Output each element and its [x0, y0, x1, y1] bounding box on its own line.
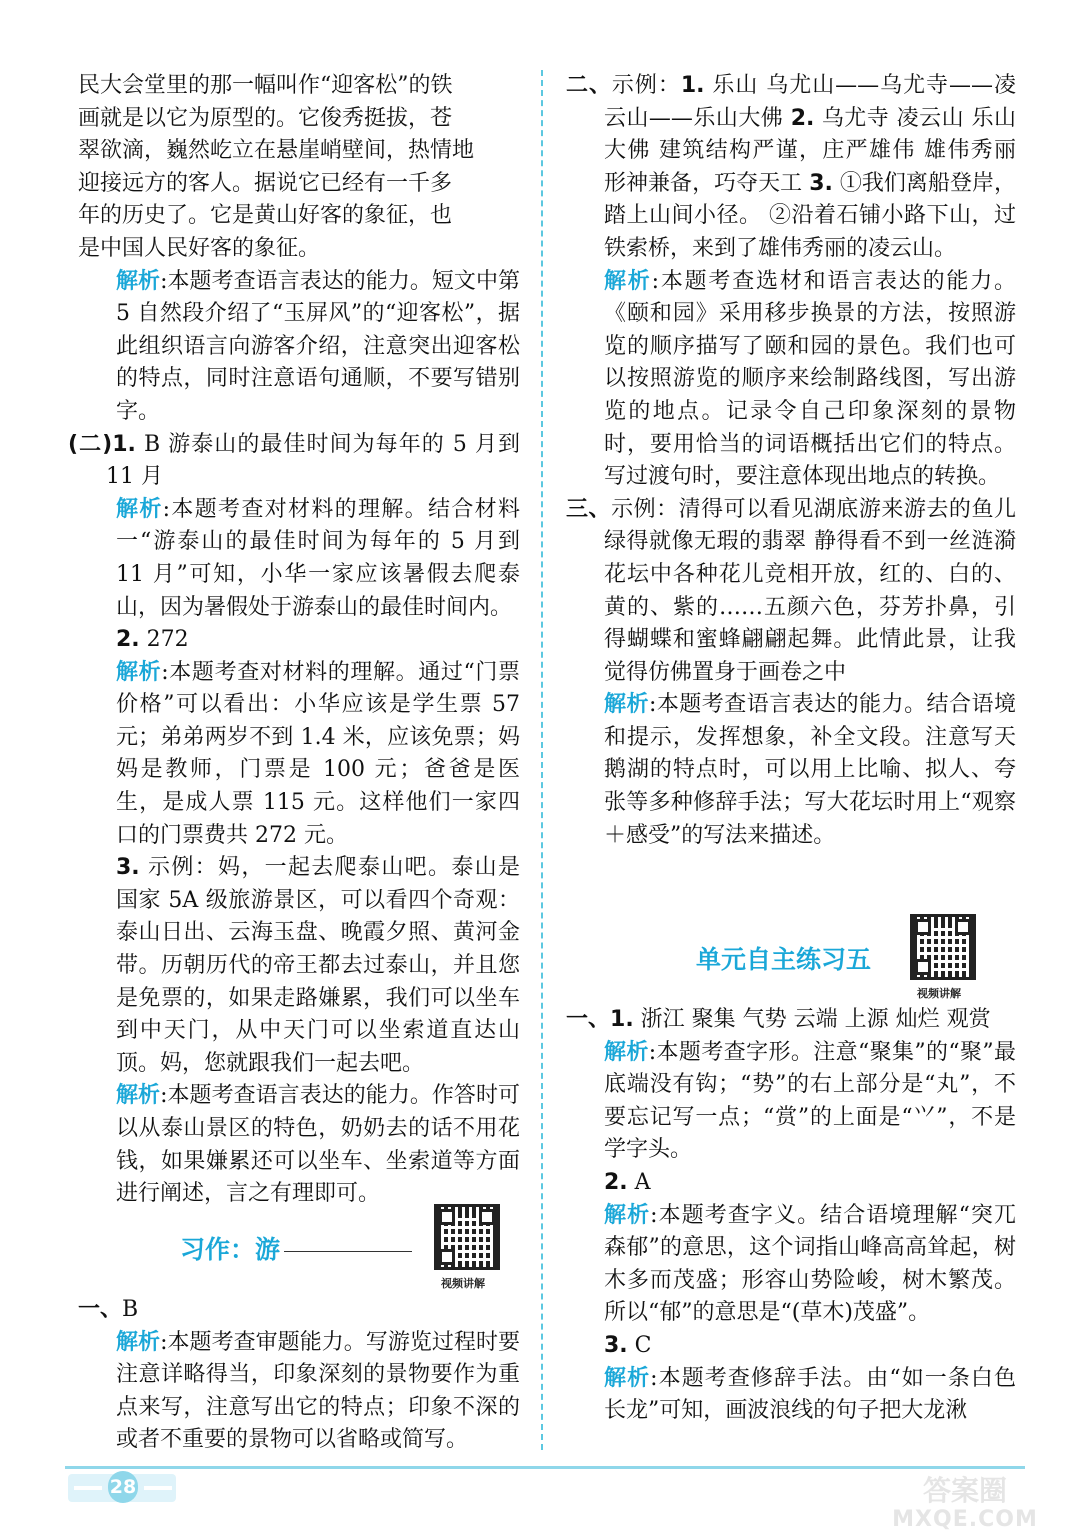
section-marker: 三、	[566, 496, 612, 522]
right-column-bottom	[566, 1004, 1016, 1428]
analysis-text: :本题考查审题能力。写游览过程时要注意详略得当，印象深刻的景物要作为重点来写，注意写出它的特点；印象不深的或者不重要的景物可以省略或简写。	[116, 1329, 520, 1453]
section-marker: 一、	[78, 1297, 123, 1322]
analysis-label: 解析	[116, 1329, 161, 1355]
intro-line-2: 画就是以它为原型的。它俊秀挺拔，苍	[78, 105, 453, 131]
analysis-4	[566, 1200, 1016, 1330]
page-number: 28	[108, 1471, 138, 1503]
analysis-text: :本题考查对材料的理解。通过“门票价格”可以看出：小华应该是学生票 57 元；弟弟两岁不到 1.4 米，应该免票；妈妈是教师，门票是 100 元；爸爸是医生，是成人票 115 元。这样他们一家四口的门票费共 272 元。	[116, 659, 520, 848]
intro-line-1: 民大会堂里的那一幅叫作“迎客松”的铁	[78, 73, 453, 98]
heading-blank-line	[284, 1251, 412, 1252]
qr-label: 视频讲解	[917, 987, 961, 1000]
section-2-q1	[68, 429, 520, 494]
analysis-3	[78, 657, 520, 853]
xizuo-heading: 习作：游	[180, 1230, 412, 1266]
section-2-answers: 二、示例：1. 乐山 乌尤山——乌尤寺——凌云山——乐山大佛 2. 乌尤寺 凌云山 乐山大佛 建筑结构严谨，庄严雄伟 雄伟秀丽 形神兼备，巧夺天工 3. ①我们离船登岸，踏上山间小径。 ②沿着石铺小路下山，过铁索桥，来到了雄伟秀丽的凌云山。	[566, 73, 1016, 261]
analysis-label: 解析	[604, 692, 649, 718]
analysis-5	[78, 1327, 520, 1457]
analysis-2	[78, 494, 520, 624]
analysis-1	[78, 266, 520, 429]
analysis-label: 解析	[116, 268, 161, 294]
question-number: 2.	[116, 627, 140, 653]
intro-line-6: 是中国人民好客的象征。	[78, 235, 321, 261]
section-marker: 一、	[566, 1007, 611, 1032]
qr-code-icon[interactable]	[910, 914, 976, 980]
analysis-text: :本题考查语言表达的能力。短文中第 5 自然段介绍了“玉屏风”的“迎客松”，据此组织语言向游客介绍，注意突出迎客松的特点，同时注意语句通顺，不要写错别字。	[116, 268, 520, 424]
intro-line-3: 翠欲滴，巍然屹立在悬崖峭壁间，热情地	[78, 138, 475, 164]
analysis-3	[566, 1037, 1016, 1167]
xizuo-q1	[78, 1294, 520, 1327]
section-marker: 二、	[566, 73, 612, 98]
unit-q2: 2. A	[604, 1169, 651, 1195]
answer-text: B 游泰山的最佳时间为每年的 5 月到 11 月	[106, 431, 520, 490]
analysis-label: 解析	[116, 1083, 161, 1109]
analysis-text: :本题考查字义。结合语境理解“突兀森郁”的意思，这个词指山峰高高耸起，树木多而茂盛；形容山势险峻，树木繁茂。所以“郁”的意思是“(草木)茂盛”。	[604, 1202, 1016, 1326]
analysis-1	[566, 266, 1016, 494]
analysis-text: :本题考查字形。注意“聚集”的“聚”最底端没有钩；“势”的右上部分是“丸”，不要忘记写一点；“赏”的上面是“⺍”，不是学字头。	[604, 1039, 1016, 1163]
qr-code-icon[interactable]	[434, 1204, 500, 1270]
analysis-4	[78, 1080, 520, 1210]
section-marker: (二)	[68, 431, 113, 457]
intro-line-4: 迎接远方的客人。据说它已经有一千多	[78, 170, 453, 196]
analysis-5	[566, 1363, 1016, 1428]
intro-line-5: 年的历史了。它是黄山好客的象征，也	[78, 203, 453, 229]
analysis-label: 解析	[116, 496, 163, 522]
answer-text: 示例：妈，一起去爬泰山吧。泰山是国家 5A 级旅游景区，可以看四个奇观：泰山日出、云海玉盘、晚霞夕照、黄河金带。历朝历代的帝王都去过泰山，并且您是免票的，如果走路嫌累，我们可以坐车到中天门，从中天门可以坐索道直达山顶。妈，您就跟我们一起去吧。	[116, 855, 520, 1076]
analysis-text: :本题考查语言表达的能力。作答时可以从泰山景区的特色，奶奶去的话不用花钱，如果嫌累还可以坐车、坐索道等方面进行阐述，言之有理即可。	[116, 1083, 520, 1207]
analysis-text: :本题考查对材料的理解。结合材料一“游泰山的最佳时间为每年的 5 月到 11 月”可知，小华一家应该暑假去爬泰山，因为暑假处于游泰山的最佳时间内。	[116, 496, 520, 620]
analysis-label: 解析	[604, 1202, 651, 1228]
watermark: 答案圈 MXQE.COM	[892, 1474, 1038, 1532]
question-number: 1.	[112, 431, 136, 457]
analysis-label: 解析	[604, 1039, 649, 1065]
answer-text: B	[122, 1297, 139, 1322]
analysis-label: 解析	[116, 659, 162, 685]
analysis-text: :本题考查选材和语言表达的能力。《颐和园》采用移步换景的方法，按照游览的顺序描写了颐和园的景色。我们也可以按照游览的顺序来绘制路线图，写出游览的地点。记录令自己印象深刻的景物时，要用恰当的词语概括出它们的特点。写过渡句时，要注意体现出地点的转换。	[604, 268, 1016, 490]
analysis-text: :本题考查语言表达的能力。结合语境和提示，发挥想象，补全文段。注意写天鹅湖的特点时，可以用上比喻、拟人、夸张等多种修辞手法；写大花坛时用上“观察＋感受”的写法来描述。	[604, 692, 1016, 848]
qr-label: 视频讲解	[441, 1277, 485, 1290]
right-column	[566, 70, 1016, 852]
left-column	[68, 70, 520, 1211]
unit-heading: 单元自主练习五	[696, 945, 872, 974]
section-3-answer: 三、示例：清得可以看见湖底游来游去的鱼儿 绿得就像无瑕的翡翠 静得看不到一丝涟漪 花坛中各种花儿竞相开放，红的、白的、黄的、紫的……五颜六色，芬芳扑鼻，引得蝴蝶和蜜蜂翩翩起舞。此情此景，让我觉得仿佛置身于画卷之中	[566, 496, 1016, 685]
analysis-label: 解析	[604, 1365, 651, 1391]
analysis-label: 解析	[604, 268, 652, 294]
page-badge	[68, 1474, 176, 1502]
q3	[78, 852, 520, 1080]
footer-line	[65, 1466, 1025, 1469]
column-divider	[541, 70, 543, 1450]
q2	[78, 624, 520, 657]
answer-text: 272	[139, 627, 189, 653]
unit-q1: 一、1. 浙江 聚集 气势 云端 上源 灿烂 观赏	[566, 1007, 991, 1032]
analysis-text: :本题考查修辞手法。由“如一条白色长龙”可知，画波浪线的句子把大龙湫	[604, 1365, 1016, 1424]
question-number: 3.	[116, 855, 140, 881]
left-column-bottom	[78, 1294, 520, 1457]
unit-q3: 3. C	[604, 1332, 652, 1358]
analysis-2	[566, 689, 1016, 852]
